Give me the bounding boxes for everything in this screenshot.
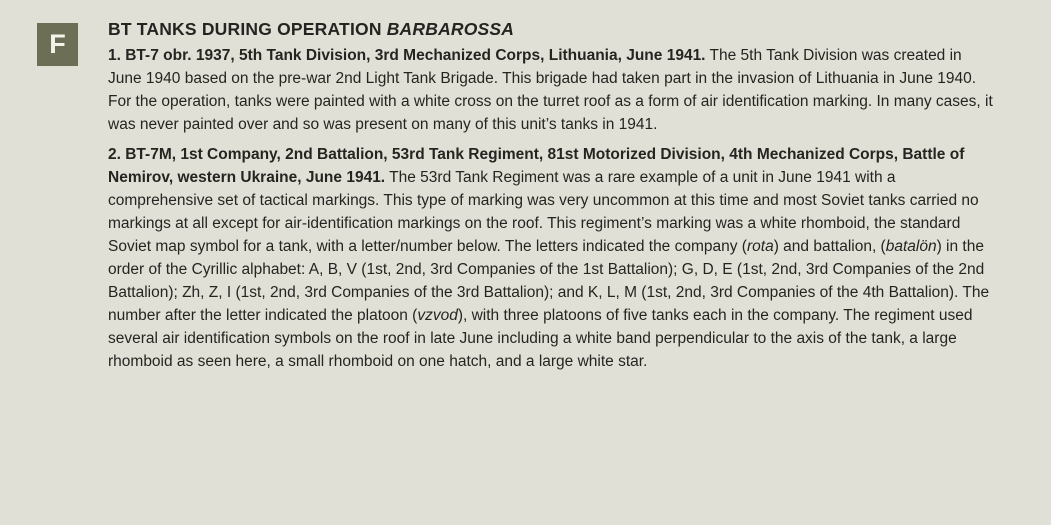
plate-title xyxy=(108,17,996,41)
text-run: vzvod xyxy=(417,307,458,324)
text-run: The 53rd Tank Regiment was a rare example of a unit in June 1941 with a comprehensive set of tactical markings. This type of marking was very uncommon at this time and most Soviet tanks carried no markings at all except for air-identification markings on the roof. This regiment’s marking was a white rhomboid, the standard Soviet map symbol for a tank, with a letter/number below. The letters indicated the company ( xyxy=(108,169,979,255)
text-run: rota xyxy=(746,238,774,255)
text-run: ) in the order of the Cyrillic alphabet: A, B, V (1st, 2nd, 3rd Companies of the 1st Battalion); G, D, E (1st, 2nd, 3rd Companies of the 2nd Battalion); Zh, Z, I (1st, 2nd, 3rd Companies of the 3rd Battalion); and K, L, M (1st, 2nd, 3rd Companies of the 4th Battalion). The number after the letter indicated the platoon ( xyxy=(108,238,990,324)
plate-title-main: BT TANKS DURING OPERATION xyxy=(108,19,382,39)
plate-letter-badge xyxy=(37,23,78,66)
text-run: batalön xyxy=(885,238,937,255)
plate-title-operation-name: BARBAROSSA xyxy=(386,19,515,39)
text-run: The 5th Tank Division was created in June 1940 based on the pre-war 2nd Light Tank Brigade. This brigade had taken part in the invasion of Lithuania in June 1940. For the operation, tanks were painted with a white cross on the turret roof as a form of air identification marking. In many cases, it was never painted over and so was present on many of this unit’s tanks in 1941. xyxy=(108,47,993,133)
caption-paragraph xyxy=(108,143,996,373)
caption-paragraphs xyxy=(108,44,996,373)
caption-paragraph xyxy=(108,44,996,136)
text-run: ), with three platoons of five tanks each in the company. The regiment used several air identification symbols on the roof in late June including a white band perpendicular to the axis of the tank, a large rhomboid as seen here, a small rhomboid on one hatch, and a large white star. xyxy=(108,307,973,370)
text-run: ) and battalion, ( xyxy=(773,238,886,255)
text-run: 1. BT-7 obr. 1937, 5th Tank Division, 3rd Mechanized Corps, Lithuania, June 1941. xyxy=(108,47,706,64)
text-run: 2. BT-7M, 1st Company, 2nd Battalion, 53rd Tank Regiment, 81st Motorized Division, 4th Mechanized Corps, Battle of Nemirov, western Ukraine, June 1941. xyxy=(108,146,965,186)
caption-content xyxy=(108,17,996,380)
plate-letter: F xyxy=(49,29,66,59)
